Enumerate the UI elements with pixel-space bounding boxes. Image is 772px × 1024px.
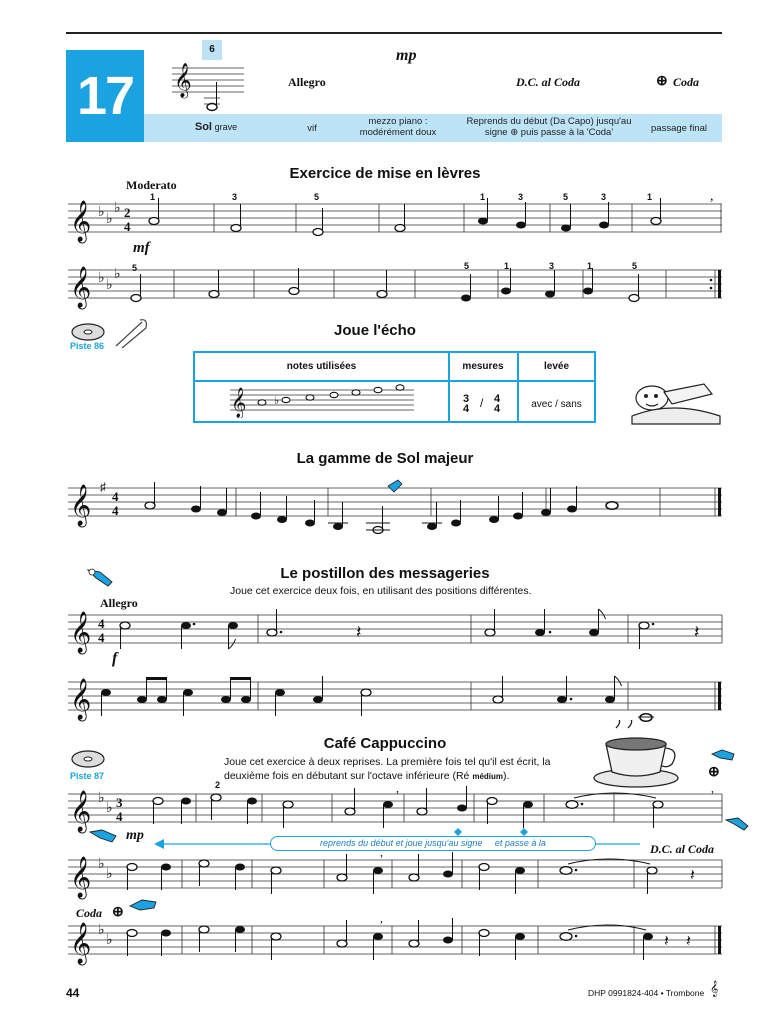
svg-text:4: 4 bbox=[98, 630, 105, 645]
pointing-hand-icon bbox=[724, 814, 750, 834]
echo-time-sig-a: 3 4 bbox=[462, 393, 470, 415]
echo-time-sig-b: 4 4 bbox=[493, 393, 501, 415]
quarter-rest-icon: 𝄽 bbox=[694, 622, 700, 642]
lips-fingering: 5 bbox=[464, 261, 470, 271]
treble-clef-icon: 𝄞 bbox=[70, 791, 92, 831]
page-number: 44 bbox=[66, 986, 80, 1000]
lips-dynamic: mf bbox=[133, 240, 150, 256]
echo-col-notes: notes utilisées bbox=[286, 361, 357, 372]
svg-text:4: 4 bbox=[112, 489, 119, 504]
pointing-hand-icon bbox=[88, 826, 118, 844]
dc-hint-bubble bbox=[270, 836, 596, 851]
header-dynamic: mp bbox=[396, 47, 417, 64]
legend-coda-meaning: passage final bbox=[651, 123, 707, 134]
sleeping-musician-illustration bbox=[624, 372, 724, 426]
lips-fingering: 5 bbox=[632, 261, 638, 271]
time-sig-top: 2 bbox=[124, 205, 131, 220]
cappuccino-dynamic: mp bbox=[126, 828, 144, 843]
breath-mark: , bbox=[710, 190, 714, 204]
treble-clef-icon: 𝄞 bbox=[70, 267, 92, 307]
cappuccino-instruction-text: deuxième fois en débutant sur l'octave inférieure (Ré bbox=[224, 770, 470, 782]
echo-notes-staff bbox=[228, 384, 418, 418]
flat-icon: ♭ bbox=[98, 271, 105, 286]
coffee-cup-illustration bbox=[590, 720, 686, 790]
flat-icon: ♭ bbox=[106, 867, 113, 882]
lips-fingering: 3 bbox=[518, 192, 524, 202]
lips-fingering: 1 bbox=[504, 261, 510, 271]
flat-icon: ♭ bbox=[106, 278, 113, 293]
cappuccino-instruction-end: ). bbox=[503, 770, 510, 782]
echo-separator: / bbox=[480, 396, 484, 410]
flat-icon: ♭ bbox=[98, 923, 105, 938]
legend-dynamic-line2: modérément doux bbox=[359, 127, 437, 138]
treble-clef-icon: 𝄞 bbox=[70, 485, 92, 525]
lips-fingering: 3 bbox=[232, 192, 238, 202]
top-rule bbox=[66, 32, 722, 34]
coda-symbol-icon: ⊕ bbox=[112, 905, 124, 920]
legend-dynamic-line1: mezzo piano : bbox=[368, 116, 428, 127]
lips-fingering: 1 bbox=[150, 192, 156, 202]
postillon-instruction: Joue cet exercice deux fois, en utilisant des positions différentes. bbox=[230, 585, 532, 597]
coda-label: Coda bbox=[76, 906, 103, 920]
treble-clef-icon: 𝄞 bbox=[70, 857, 92, 897]
hint-text-2: et passe à la bbox=[494, 838, 546, 848]
lips-fingering: 5 bbox=[132, 263, 138, 273]
cappuccino-instruction-line1: Joue cet exercice à deux reprises. La première fois tel qu'il est écrit, la bbox=[224, 756, 551, 768]
lips-fingering: 1 bbox=[647, 192, 653, 202]
coda-symbol-icon: ⊕ bbox=[708, 765, 720, 780]
cappuccino-fingering: 2 bbox=[215, 780, 221, 790]
flat-icon: ♭ bbox=[98, 857, 105, 872]
string-label: 6 bbox=[209, 44, 215, 55]
cd-icon bbox=[70, 748, 110, 770]
postillon-staff-1 bbox=[66, 605, 726, 665]
lips-fingering: 5 bbox=[314, 192, 320, 202]
lips-staff-2 bbox=[66, 262, 726, 314]
flat-icon: ♭ bbox=[114, 267, 121, 282]
flat-icon: ♭ bbox=[106, 212, 113, 227]
treble-clef-icon: 𝄞 bbox=[710, 982, 719, 997]
flat-icon: ♭ bbox=[106, 801, 113, 816]
cappuccino-staff-2 bbox=[66, 852, 726, 902]
legend-dc-line2: signe ⊕ puis passe à la 'Coda' bbox=[484, 127, 614, 138]
time-sig-bottom: 4 bbox=[124, 219, 131, 234]
header-coda: Coda bbox=[673, 75, 700, 89]
lesson-number: 17 bbox=[76, 66, 134, 126]
treble-clef-icon: 𝄞 bbox=[174, 64, 192, 97]
svg-text:3: 3 bbox=[116, 795, 123, 810]
scale-staff bbox=[66, 468, 726, 548]
postillon-tempo: Allegro bbox=[100, 596, 138, 610]
treble-clef-icon: 𝄞 bbox=[70, 679, 92, 719]
echo-col-measures: mesures bbox=[462, 361, 504, 372]
quarter-rest-icon: 𝄽 bbox=[356, 622, 362, 642]
cappuccino-instruction-line2 bbox=[224, 770, 509, 782]
pointing-hand-icon bbox=[388, 480, 402, 492]
legend-dc-line1: Reprends du début (Da Capo) jusqu'au bbox=[466, 116, 632, 127]
legend-dynamic-meaning bbox=[350, 116, 446, 138]
legend-tempo-meaning: vif bbox=[307, 123, 317, 134]
lips-staff-1 bbox=[66, 190, 726, 260]
echo-levee-value: avec / sans bbox=[531, 399, 582, 410]
cappuccino-staff-3 bbox=[66, 916, 726, 968]
header-tempo: Allegro bbox=[288, 75, 326, 89]
legend-note-name bbox=[178, 122, 254, 133]
svg-text:4: 4 bbox=[98, 616, 105, 631]
pointing-hand-icon bbox=[128, 896, 158, 916]
treble-clef-icon: 𝄞 bbox=[70, 612, 92, 652]
flat-icon: ♭ bbox=[98, 205, 105, 220]
header-dc-al-coda: D.C. al Coda bbox=[516, 75, 581, 89]
coda-symbol-icon: ⊕ bbox=[656, 74, 668, 89]
breath-mark: , bbox=[380, 916, 383, 925]
treble-clef-icon: 𝄞 bbox=[231, 388, 247, 417]
echo-title: Joue l'écho bbox=[334, 322, 416, 339]
cappuccino-staff-1 bbox=[66, 786, 726, 838]
breath-mark: , bbox=[711, 786, 714, 795]
quarter-rest-icon: 𝄽 bbox=[690, 867, 695, 884]
note-head bbox=[207, 104, 217, 111]
flat-icon: ♭ bbox=[106, 933, 113, 948]
legend-note-grave: grave bbox=[214, 122, 238, 132]
legend-dc-meaning bbox=[466, 116, 632, 138]
cappuccino-dc-al-coda: D.C. al Coda bbox=[650, 842, 715, 856]
svg-text:4: 4 bbox=[116, 809, 123, 824]
breath-mark: , bbox=[380, 852, 383, 859]
pointing-hand-icon bbox=[710, 746, 736, 766]
postillon-dynamic: f bbox=[112, 650, 118, 667]
lips-fingering: 3 bbox=[601, 192, 607, 202]
breath-mark: , bbox=[396, 786, 399, 795]
hint-text-1: reprends du début et joue jusqu'au signe bbox=[320, 838, 483, 848]
quarter-rest-icon: 𝄽 bbox=[686, 933, 691, 950]
echo-col-levee: levée bbox=[543, 361, 570, 372]
lips-fingering: 3 bbox=[549, 261, 555, 271]
treble-clef-icon: 𝄞 bbox=[70, 201, 92, 241]
treble-clef-icon: 𝄞 bbox=[70, 923, 92, 963]
echo-track-label: Piste 86 bbox=[70, 341, 105, 351]
flat-icon: ♭ bbox=[274, 395, 280, 407]
cappuccino-instruction-medium: médium bbox=[472, 772, 503, 781]
cappuccino-track-label: Piste 87 bbox=[70, 771, 105, 781]
legend-note-sol: Sol bbox=[194, 121, 212, 133]
cappuccino-title: Café Cappuccino bbox=[323, 735, 447, 752]
lips-title: Exercice de mise en lèvres bbox=[289, 165, 481, 182]
pointing-hand-icon bbox=[86, 566, 116, 590]
lips-fingering: 1 bbox=[480, 192, 486, 202]
lips-fingering: 1 bbox=[587, 261, 593, 271]
flat-icon: ♭ bbox=[114, 201, 121, 216]
lips-fingering: 5 bbox=[563, 192, 569, 202]
sharp-icon: ♯ bbox=[100, 480, 106, 494]
svg-text:4: 4 bbox=[112, 503, 119, 518]
postillon-title: Le postillon des messageries bbox=[280, 565, 490, 582]
lesson-number-box bbox=[66, 50, 144, 142]
quarter-rest-icon: 𝄽 bbox=[664, 933, 669, 950]
catalog-number: DHP 0991824-404 • Trombone bbox=[588, 988, 705, 998]
scale-title: La gamme de Sol majeur bbox=[296, 450, 474, 467]
flat-icon: ♭ bbox=[98, 791, 105, 806]
lips-tempo: Moderato bbox=[126, 178, 177, 192]
